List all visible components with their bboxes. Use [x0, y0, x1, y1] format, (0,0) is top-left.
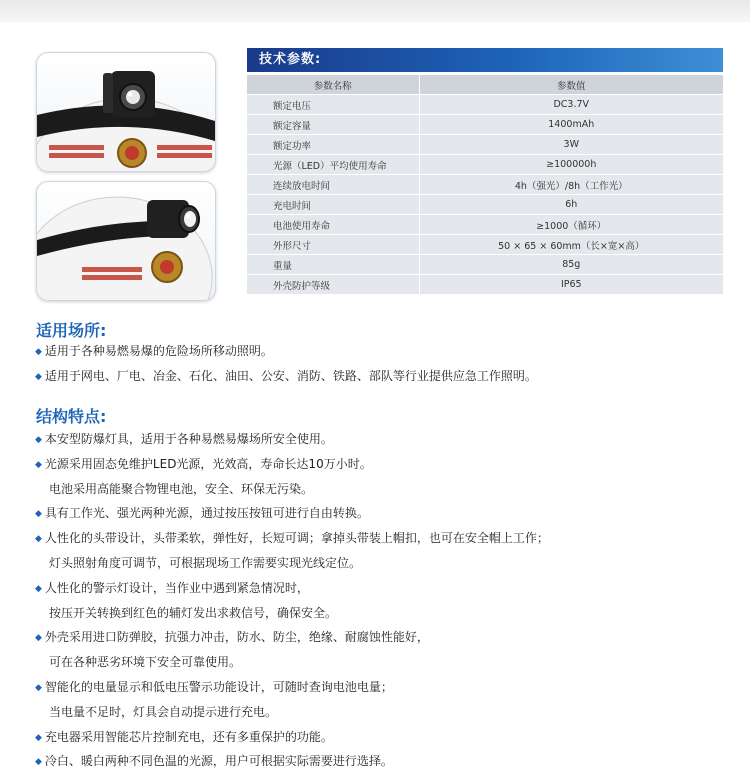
- diamond-bullet-icon: ◆: [35, 683, 42, 693]
- diamond-bullet-icon: ◆: [35, 633, 42, 643]
- spec-row: [247, 175, 723, 195]
- spec-value: 50 × 65 × 60mm（长×宽×高）: [419, 235, 723, 255]
- bullet-continuation: [49, 604, 337, 621]
- diamond-bullet-icon: ◆: [35, 347, 42, 357]
- diamond-bullet-icon: ◆: [35, 372, 42, 382]
- spec-value: ≥1000（循环）: [419, 215, 723, 235]
- bullet-continuation: [49, 703, 277, 720]
- bullet-text: 光源采用固态免维护LED光源，光效高，寿命长达10万小时。: [44, 457, 372, 471]
- bullet-item: [35, 529, 549, 546]
- diamond-bullet-icon: ◆: [35, 534, 42, 544]
- diamond-bullet-icon: ◆: [35, 733, 42, 743]
- bullet-text: 充电器采用智能芯片控制充电，还有多重保护的功能。: [44, 730, 333, 744]
- bullet-text: 当电量不足时，灯具会自动提示进行充电。: [49, 705, 278, 719]
- spec-name: 连续放电时间: [247, 175, 419, 195]
- spec-value: 4h（强光）/8h（工作光）: [419, 175, 723, 195]
- diamond-bullet-icon: ◆: [35, 584, 42, 594]
- spec-value: 85g: [419, 255, 723, 275]
- spec-name: 额定电压: [247, 95, 419, 115]
- spec-name: 充电时间: [247, 195, 419, 215]
- spec-name: 光源（LED）平均使用寿命: [247, 155, 419, 175]
- bullet-item: [35, 342, 273, 359]
- bullet-item: [35, 367, 537, 384]
- bullet-item: [35, 455, 372, 472]
- bullet-text: 人性化的头带设计，头带柔软，弹性好，长短可调；拿掉头带装上帽扣，也可在安全帽上工作；: [44, 531, 549, 545]
- spec-value: IP65: [419, 275, 723, 295]
- bullet-text: 具有工作光、强光两种光源，通过按压按钮可进行自由转换。: [44, 506, 369, 520]
- spec-row: [247, 95, 723, 115]
- bullet-text: 本安型防爆灯具，适用于各种易燃易爆场所安全使用。: [44, 432, 333, 446]
- bullet-text: 适用于网电、厂电、冶金、石化、油田、公安、消防、铁路、部队等行业提供应急工作照明。: [44, 369, 537, 383]
- diamond-bullet-icon: ◆: [35, 435, 42, 445]
- spec-name: 外形尺寸: [247, 235, 419, 255]
- bullet-item: [35, 728, 333, 745]
- bullet-text: 电池采用高能聚合物锂电池，安全、环保无污染。: [49, 482, 314, 496]
- bullet-continuation: [49, 653, 241, 670]
- spec-row: [247, 235, 723, 255]
- features-title: 结构特点:: [36, 407, 107, 426]
- bullet-text: 人性化的警示灯设计，当作业中遇到紧急情况时，: [44, 581, 309, 595]
- spec-row: [247, 255, 723, 275]
- spec-table: [247, 75, 723, 295]
- spec-name: 电池使用寿命: [247, 215, 419, 235]
- spec-name: 额定功率: [247, 135, 419, 155]
- spec-name: 外壳防护等级: [247, 275, 419, 295]
- bullet-text: 适用于各种易燃易爆的危险场所移动照明。: [44, 344, 273, 358]
- spec-header: 技术参数:: [247, 48, 723, 72]
- usage-title: 适用场所:: [36, 321, 107, 340]
- diamond-bullet-icon: ◆: [35, 757, 42, 767]
- spec-row: [247, 215, 723, 235]
- bullet-item: [35, 430, 333, 447]
- bullet-text: 外壳采用进口防弹胶，抗强力冲击，防水、防尘，绝缘、耐腐蚀性能好，: [44, 630, 429, 644]
- top-band: [0, 0, 750, 22]
- bullet-item: [35, 628, 429, 645]
- spec-value: 1400mAh: [419, 115, 723, 135]
- diamond-bullet-icon: ◆: [35, 509, 42, 519]
- bullet-item: [35, 504, 369, 521]
- bullet-continuation: [49, 480, 313, 497]
- spec-value: 6h: [419, 195, 723, 215]
- bullet-continuation: [49, 554, 361, 571]
- bullet-item: [35, 579, 309, 596]
- column-header-name: 参数名称: [247, 75, 419, 95]
- spec-row: [247, 115, 723, 135]
- spec-value: DC3.7V: [419, 95, 723, 115]
- column-header-value: 参数值: [419, 75, 723, 95]
- spec-name: 重量: [247, 255, 419, 275]
- spec-name: 额定容量: [247, 115, 419, 135]
- spec-table-head-row: [247, 75, 723, 95]
- spec-row: [247, 275, 723, 295]
- bullet-item: [35, 678, 393, 695]
- bullet-text: 冷白、暖白两种不同色温的光源，用户可根据实际需要进行选择。: [44, 754, 393, 768]
- bullet-text: 智能化的电量显示和低电压警示功能设计，可随时查询电池电量；: [44, 680, 393, 694]
- spec-row: [247, 195, 723, 215]
- bullet-text: 按压开关转换到红色的辅灯发出求救信号，确保安全。: [49, 606, 338, 620]
- bullet-item: [35, 752, 393, 769]
- spec-value: 3W: [419, 135, 723, 155]
- spec-row: [247, 135, 723, 155]
- bullet-text: 可在各种恶劣环境下安全可靠使用。: [49, 655, 242, 669]
- product-photo-side: [36, 181, 216, 301]
- product-photo-front: [36, 52, 216, 172]
- diamond-bullet-icon: ◆: [35, 460, 42, 470]
- spec-value: ≥100000h: [419, 155, 723, 175]
- spec-row: [247, 155, 723, 175]
- bullet-text: 灯头照射角度可调节，可根据现场工作需要实现光线定位。: [49, 556, 362, 570]
